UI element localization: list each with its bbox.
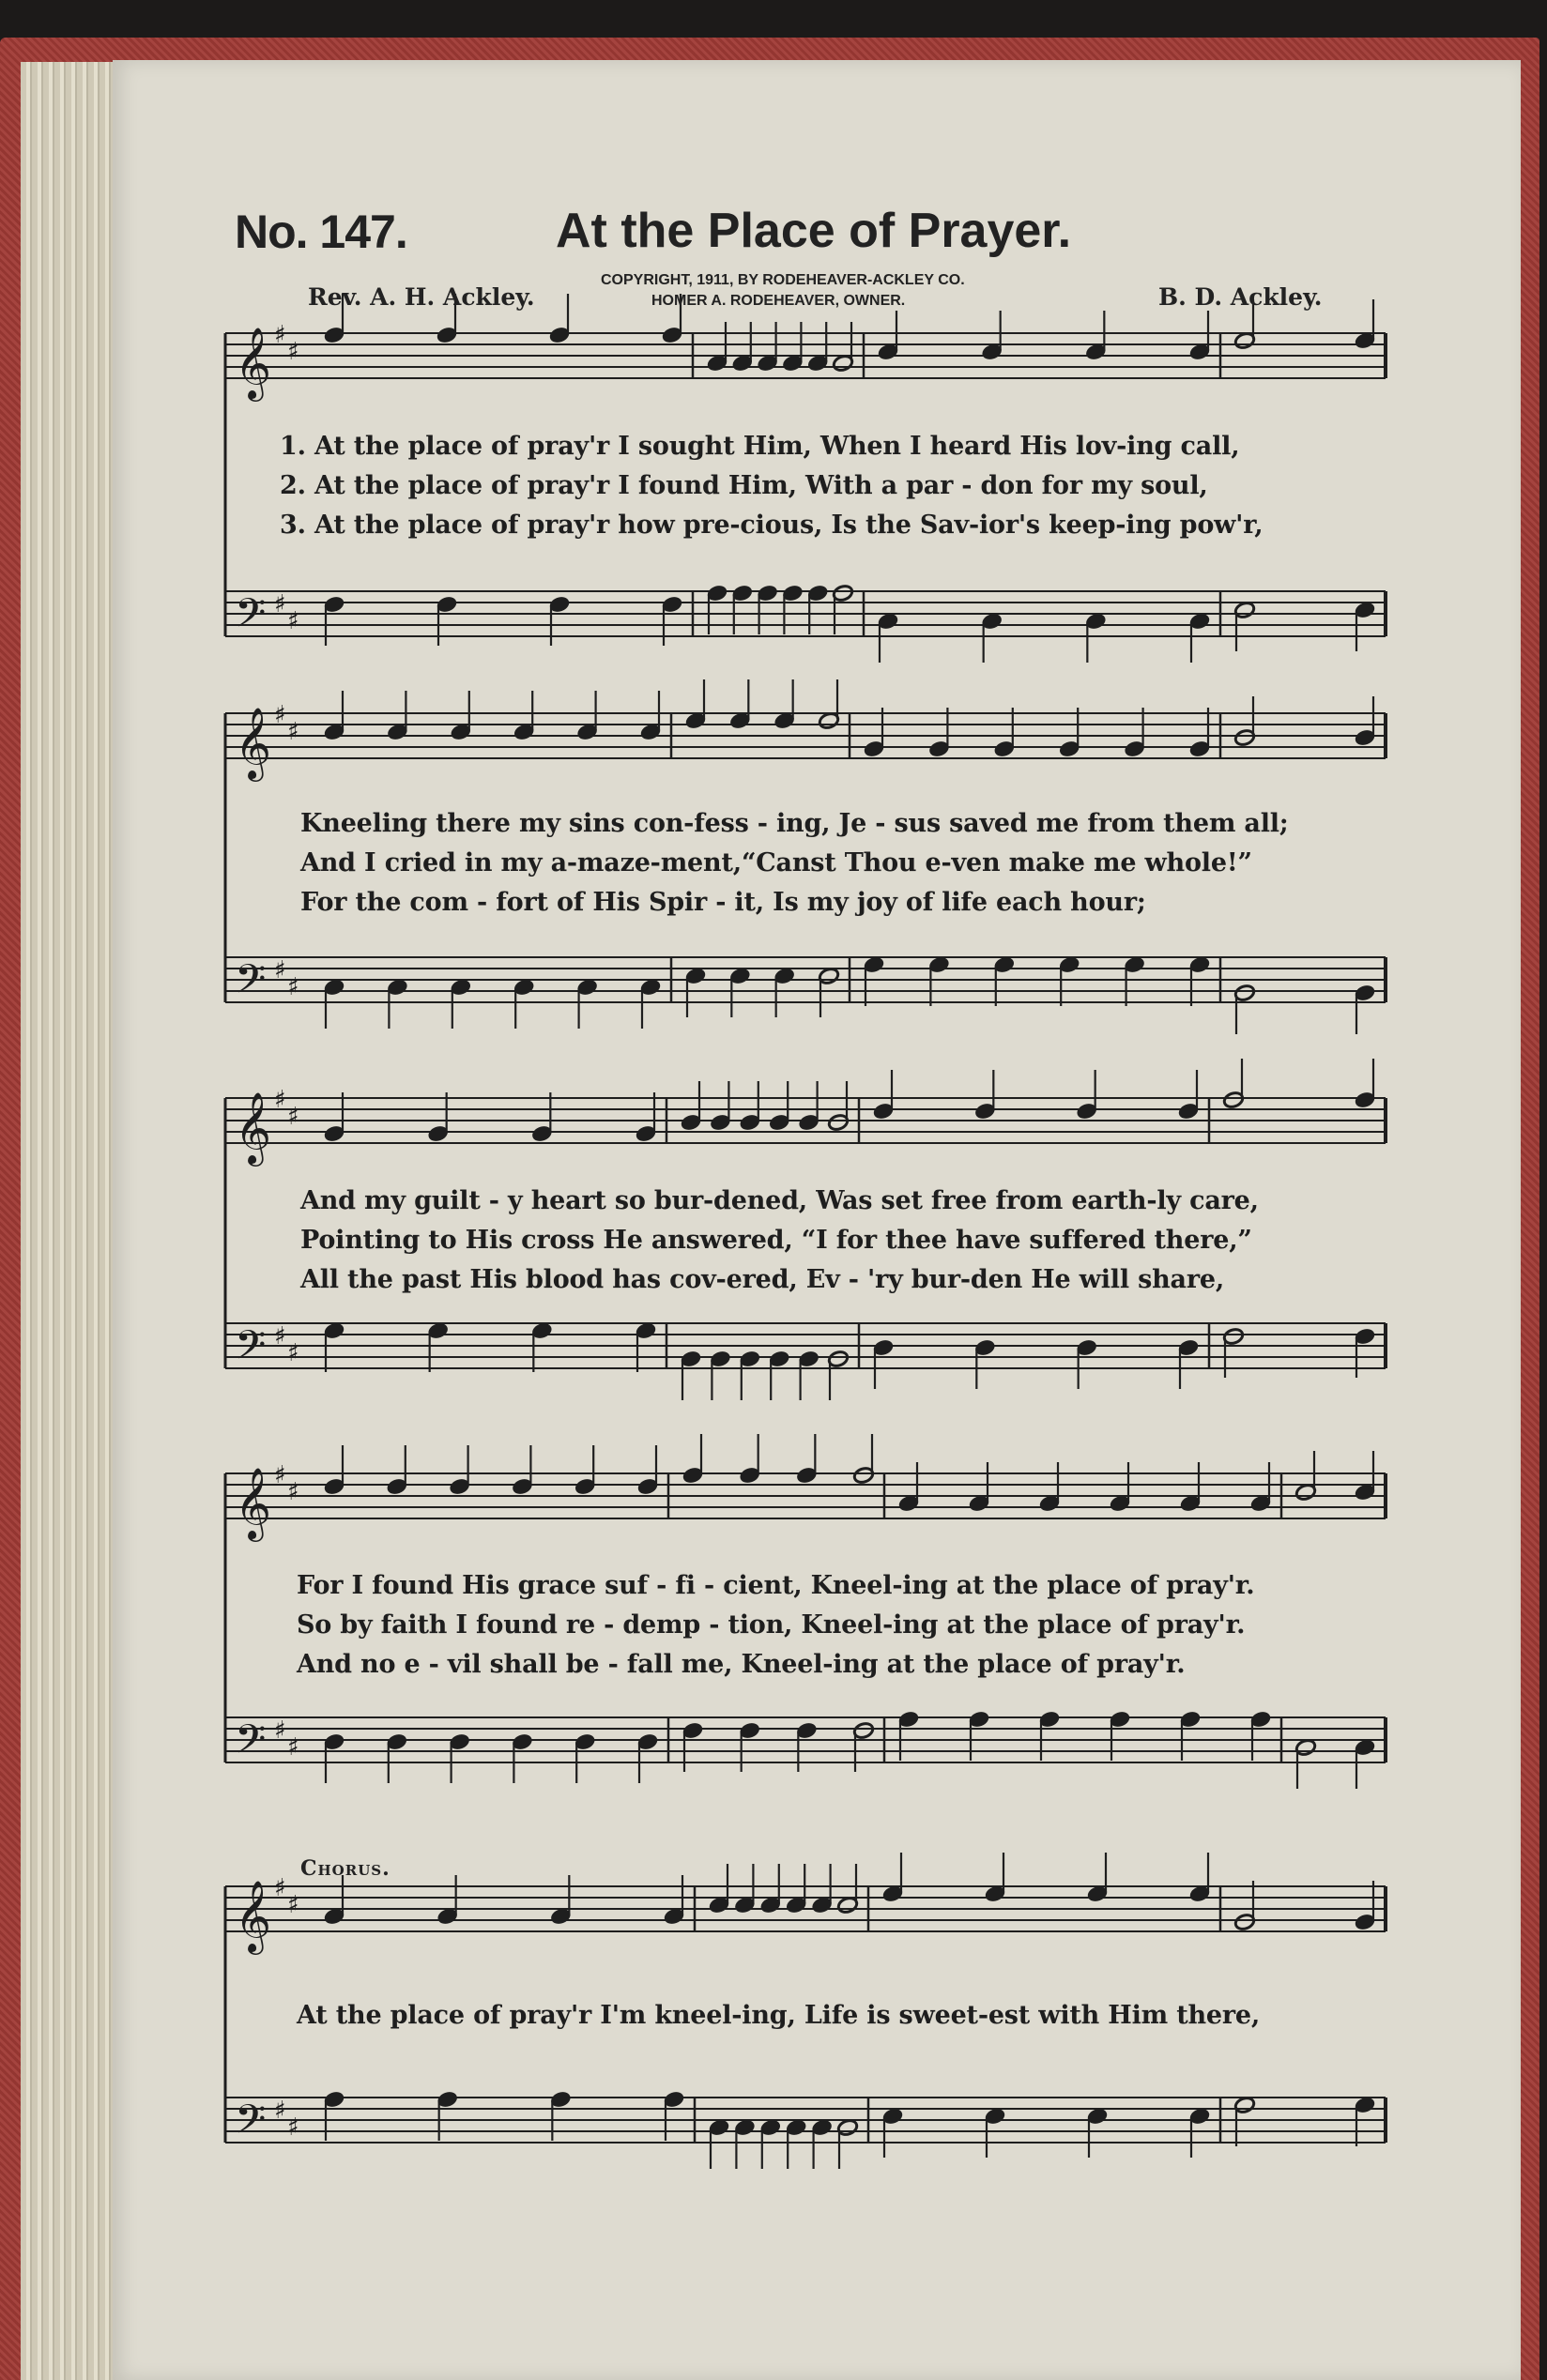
treble-clef: 𝄞 — [235, 707, 272, 779]
lyricist: Rev. A. H. Ackley. — [308, 283, 535, 311]
lyric-line: 2. At the place of pray'r I found Him, With a par - don for my soul, — [280, 471, 1208, 500]
bass-clef: 𝄢 — [235, 2097, 267, 2153]
hymn-title: At the Place of Prayer. — [556, 204, 1072, 258]
lyric-line: And no e - vil shall be - fall me, Kneel-ing at the place of pray'r. — [297, 1650, 1186, 1679]
lyric-line: Pointing to His cross He answered, “I for thee have suffered there,” — [300, 1226, 1252, 1255]
sharp-sign: ♯ — [287, 338, 299, 366]
sharp-sign: ♯ — [274, 1874, 286, 1902]
sharp-sign: ♯ — [274, 1322, 286, 1350]
sharp-sign: ♯ — [274, 321, 286, 349]
bass-clef: 𝄢 — [235, 590, 267, 647]
lyric-line: So by faith I found re - demp - tion, Kneel-ing at the place of pray'r. — [297, 1610, 1246, 1640]
sharp-sign: ♯ — [274, 1086, 286, 1114]
sharp-sign: ♯ — [287, 973, 299, 1001]
treble-clef: 𝄞 — [235, 1880, 272, 1952]
sharp-sign: ♯ — [287, 1339, 299, 1367]
composer: B. D. Ackley. — [1158, 283, 1323, 311]
sharp-sign: ♯ — [287, 1891, 299, 1919]
sharp-sign: ♯ — [287, 607, 299, 635]
treble-clef: 𝄞 — [235, 1091, 272, 1164]
sharp-sign: ♯ — [274, 956, 286, 984]
lyric-line: Kneeling there my sins con-fess - ing, Je - sus saved me from them all; — [300, 809, 1289, 838]
sharp-sign: ♯ — [287, 1103, 299, 1131]
copyright-owner: HOMER A. RODEHEAVER, OWNER. — [651, 293, 906, 309]
sharp-sign: ♯ — [274, 590, 286, 618]
sharp-sign: ♯ — [287, 1478, 299, 1506]
lyric-line: And my guilt - y heart so bur-dened, Was set free from earth-ly care, — [300, 1186, 1259, 1215]
lyric-line: 1. At the place of pray'r I sought Him, When I heard His lov-ing call, — [280, 432, 1240, 461]
sharp-sign: ♯ — [274, 701, 286, 729]
bass-clef: 𝄢 — [235, 1716, 267, 1773]
lyric-line: And I cried in my a-maze-ment,“Canst Thou e-ven make me whole!” — [300, 848, 1252, 877]
lyric-line: At the place of pray'r I'm kneel-ing, Life is sweet-est with Him there, — [297, 2001, 1261, 2030]
copyright-line: COPYRIGHT, 1911, BY RODEHEAVER-ACKLEY CO. — [601, 272, 965, 288]
bass-clef: 𝄢 — [235, 956, 267, 1013]
sharp-sign: ♯ — [287, 718, 299, 746]
sharp-sign: ♯ — [274, 1716, 286, 1745]
treble-clef: 𝄞 — [235, 1467, 272, 1539]
hymn-number: No. 147. — [235, 206, 407, 258]
lyric-line: For the com - fort of His Spir - it, Is my joy of life each hour; — [300, 888, 1146, 917]
chorus-label: Chorus. — [300, 1856, 391, 1881]
sharp-sign: ♯ — [274, 1461, 286, 1489]
lyric-line: 3. At the place of pray'r how pre-cious, Is the Sav-ior's keep-ing pow'r, — [280, 511, 1264, 540]
sharp-sign: ♯ — [274, 2097, 286, 2125]
sharp-sign: ♯ — [287, 2113, 299, 2142]
bass-clef: 𝄢 — [235, 1322, 267, 1379]
lyric-line: For I found His grace suf - fi - cient, Kneel-ing at the place of pray'r. — [297, 1571, 1255, 1600]
lyric-line: All the past His blood has cov-ered, Ev - 'ry bur-den He will share, — [300, 1265, 1225, 1294]
sharp-sign: ♯ — [287, 1733, 299, 1762]
treble-clef: 𝄞 — [235, 327, 272, 399]
